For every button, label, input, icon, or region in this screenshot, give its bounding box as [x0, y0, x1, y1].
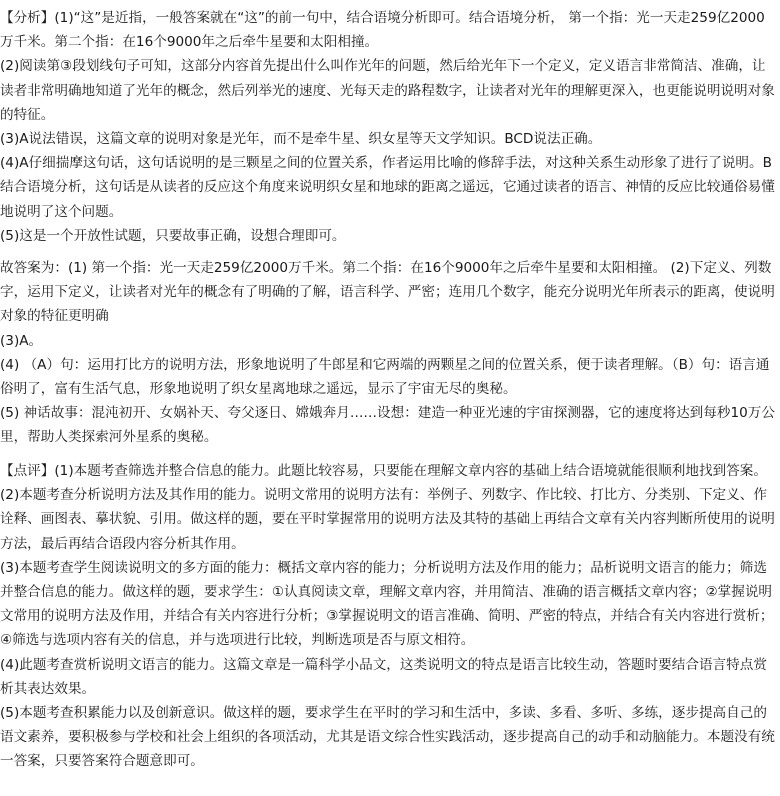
answer-section	[0, 256, 776, 450]
analysis-paragraph-3: (3)A说法错误，这篇文章的说明对象是光年，而不是牵牛星、织女星等天文学知识。BCD说法正确。	[0, 131, 602, 148]
analysis-paragraph-4: (4)A仔细揣摩这句话，这句话说明的是三颗星之间的位置关系，作者运用比喻的修辞手法，对这种关系生动形象了进行了说明。B结合语境分析，这句话是从读者的反应这个角度来说明织女星和地球的距离之遥远，它通过读者的语言、神情的反应比较通俗易懂地说明了这个问题。	[0, 155, 775, 220]
analysis-section	[0, 6, 776, 248]
analysis-paragraph-1: 【分析】(1)“这”是近指，一般答案就在“这”的前一句中，结合语境分析即可。结合语境分析， 第一个指：光一天走259亿2000万千米。第二个指：在16个9000年之后牵牛星要和太阳相撞。	[0, 10, 765, 51]
analysis-paragraph-2: (2)阅读第③段划线句子可知，这部分内容首先提出什么叫作光年的问题，然后给光年下一个定义，定义语言非常简洁、准确，让读者非常明确地知道了光年的概念，然后列举光的速度、光每天走的路程数字，让读者对光年的理解更深入，也更能说明说明对象的特征。	[0, 58, 775, 123]
answer-paragraph-4: (5) 神话故事：混沌初开、女娲补天、夸父逐日、嫦娥奔月……设想：建造一种亚光速的宇宙探测器，它的速度将达到每秒10万公里，帮助人类探索河外星系的奥秘。	[0, 405, 775, 446]
review-paragraph-3: (3)本题考查学生阅读说明文的多方面的能力：概括文章内容的能力；分析说明方法及作用的能力；品析说明文语言的能力；筛选并整合信息的能力。做这样的题，要求学生：①认真阅读文章，理解文章内容，并用简洁、准确的语言概括文章内容；②掌握说明文常用的说明方法及作用，并结合有关内容进行分析；③掌握说明文的语言准确、简明、严密的特点，并结合有关内容进行赏析；④筛选与选项内容有关的信息，并与选项进行比较，判断选项是否与原文相符。	[0, 559, 774, 649]
review-paragraph-2: (2)本题考查分析说明方法及其作用的能力。说明文常用的说明方法有：举例子、列数字、作比较、打比方、分类别、下定义、作诠释、画图表、摹状貌、引用。做这样的题，要在平时掌握常用的说明方法及其特的基础上再结合文章有关内容判断所使用的说明方法，最后再结合语段内容分析其作用。	[0, 487, 775, 552]
answer-paragraph-1: 故答案为：(1) 第一个指：光一天走259亿2000万千米。第二个指：在16个9000年之后牵牛星要和太阳相撞。 (2)下定义、列数字，运用下定义，让读者对光年的概念有了明确的了解，语言科学、严密；连用几个数字，能充分说明光年所表示的距离，使说明对象的特征更明确	[0, 260, 775, 325]
review-paragraph-1: 【点评】(1)本题考查筛选并整合信息的能力。此题比较容易，只要能在理解文章内容的基础上结合语境就能很顺利地找到答案。	[0, 463, 767, 479]
answer-paragraph-2: (3)A。	[0, 332, 43, 349]
review-section	[0, 459, 776, 774]
answer-paragraph-3: (4) （A）句：运用打比方的说明方法，形象地说明了牛郎星和它两端的两颗星之间的位置关系，便于读者理解。（B）句：语言通俗明了，富有生活气息，形象地说明了织女星离地球之遥远，显示了宇宙无尽的奥秘。	[0, 356, 770, 398]
review-paragraph-5: (5)本题考查积累能力以及创新意识。做这样的题，要求学生在平时的学习和生活中，多读、多看、多听、多练，逐步提高自己的语文素养，要积极参与学校和社会上组织的各项活动，尤其是语文综合性实践活动，逐步提高自己的动手和动脑能力。本题没有统一答案，只要答案符合题意即可。	[0, 705, 775, 770]
analysis-paragraph-5: (5)这是一个开放性试题，只要故事正确，设想合理即可。	[0, 227, 346, 244]
review-paragraph-4: (4)此题考查赏析说明文语言的能力。这篇文章是一篇科学小品文，这类说明文的特点是语言比较生动，答题时要结合语言特点赏析其表达效果。	[0, 656, 767, 697]
